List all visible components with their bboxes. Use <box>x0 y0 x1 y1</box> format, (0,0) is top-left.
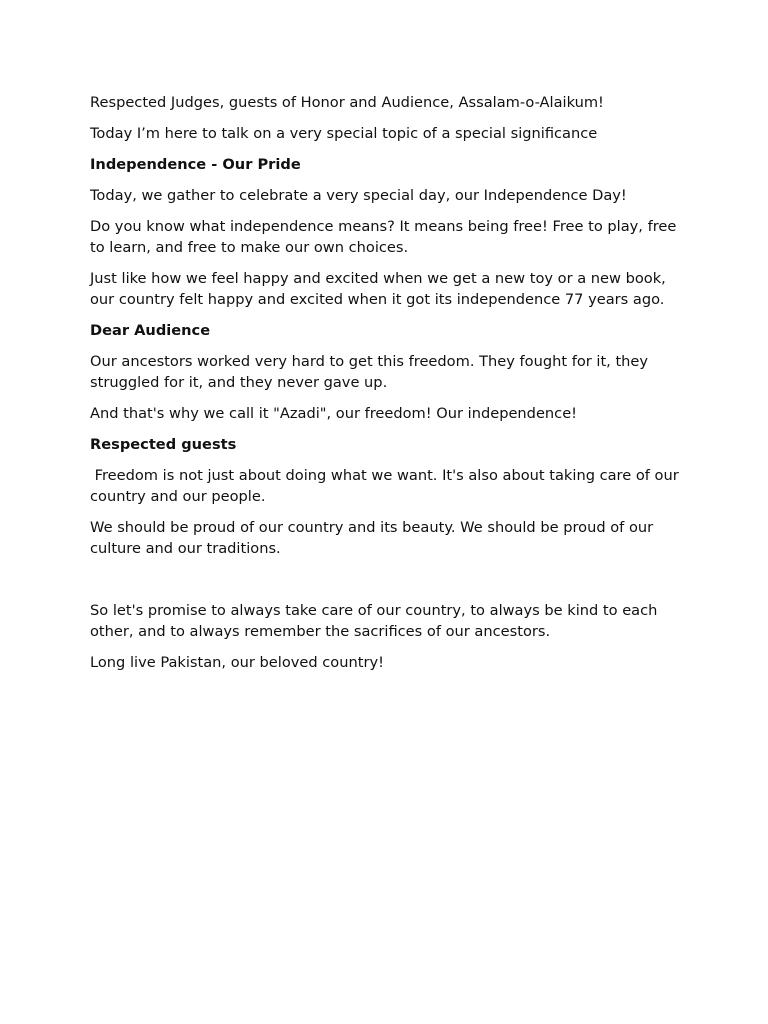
body-paragraph: Just like how we feel happy and excited when we get a new toy or a new book, our country felt happy and excited when it got its independence 77 years ago. <box>90 270 671 308</box>
body-paragraph: And that's why we call it "Azadi", our freedom! Our independence! <box>90 405 578 422</box>
body-paragraph: Today, we gather to celebrate a very special day, our Independence Day! <box>90 187 627 204</box>
closing-line: Long live Pakistan, our beloved country! <box>90 654 384 671</box>
blank-line <box>90 569 682 600</box>
document-page <box>90 92 682 683</box>
section-heading: Dear Audience <box>90 322 211 339</box>
greeting-paragraph: Respected Judges, guests of Honor and Audience, Assalam-o-Alaikum! <box>90 94 604 111</box>
intro-paragraph: Today I’m here to talk on a very special topic of a special significance <box>90 125 598 142</box>
body-paragraph: Freedom is not just about doing what we want. It's also about taking care of our country and our people. <box>90 467 684 505</box>
body-paragraph: Our ancestors worked very hard to get this freedom. They fought for it, they struggled for it, and they never gave up. <box>90 353 653 391</box>
section-heading: Respected guests <box>90 436 237 453</box>
body-paragraph: Do you know what independence means? It means being free! Free to play, free to learn, and free to make our own choices. <box>90 218 681 256</box>
closing-paragraph: So let's promise to always take care of our country, to always be kind to each other, and to always remember the sacrifices of our ancestors. <box>90 602 663 640</box>
body-paragraph: We should be proud of our country and its beauty. We should be proud of our culture and our traditions. <box>90 519 658 557</box>
speech-title-heading: Independence - Our Pride <box>90 156 301 173</box>
